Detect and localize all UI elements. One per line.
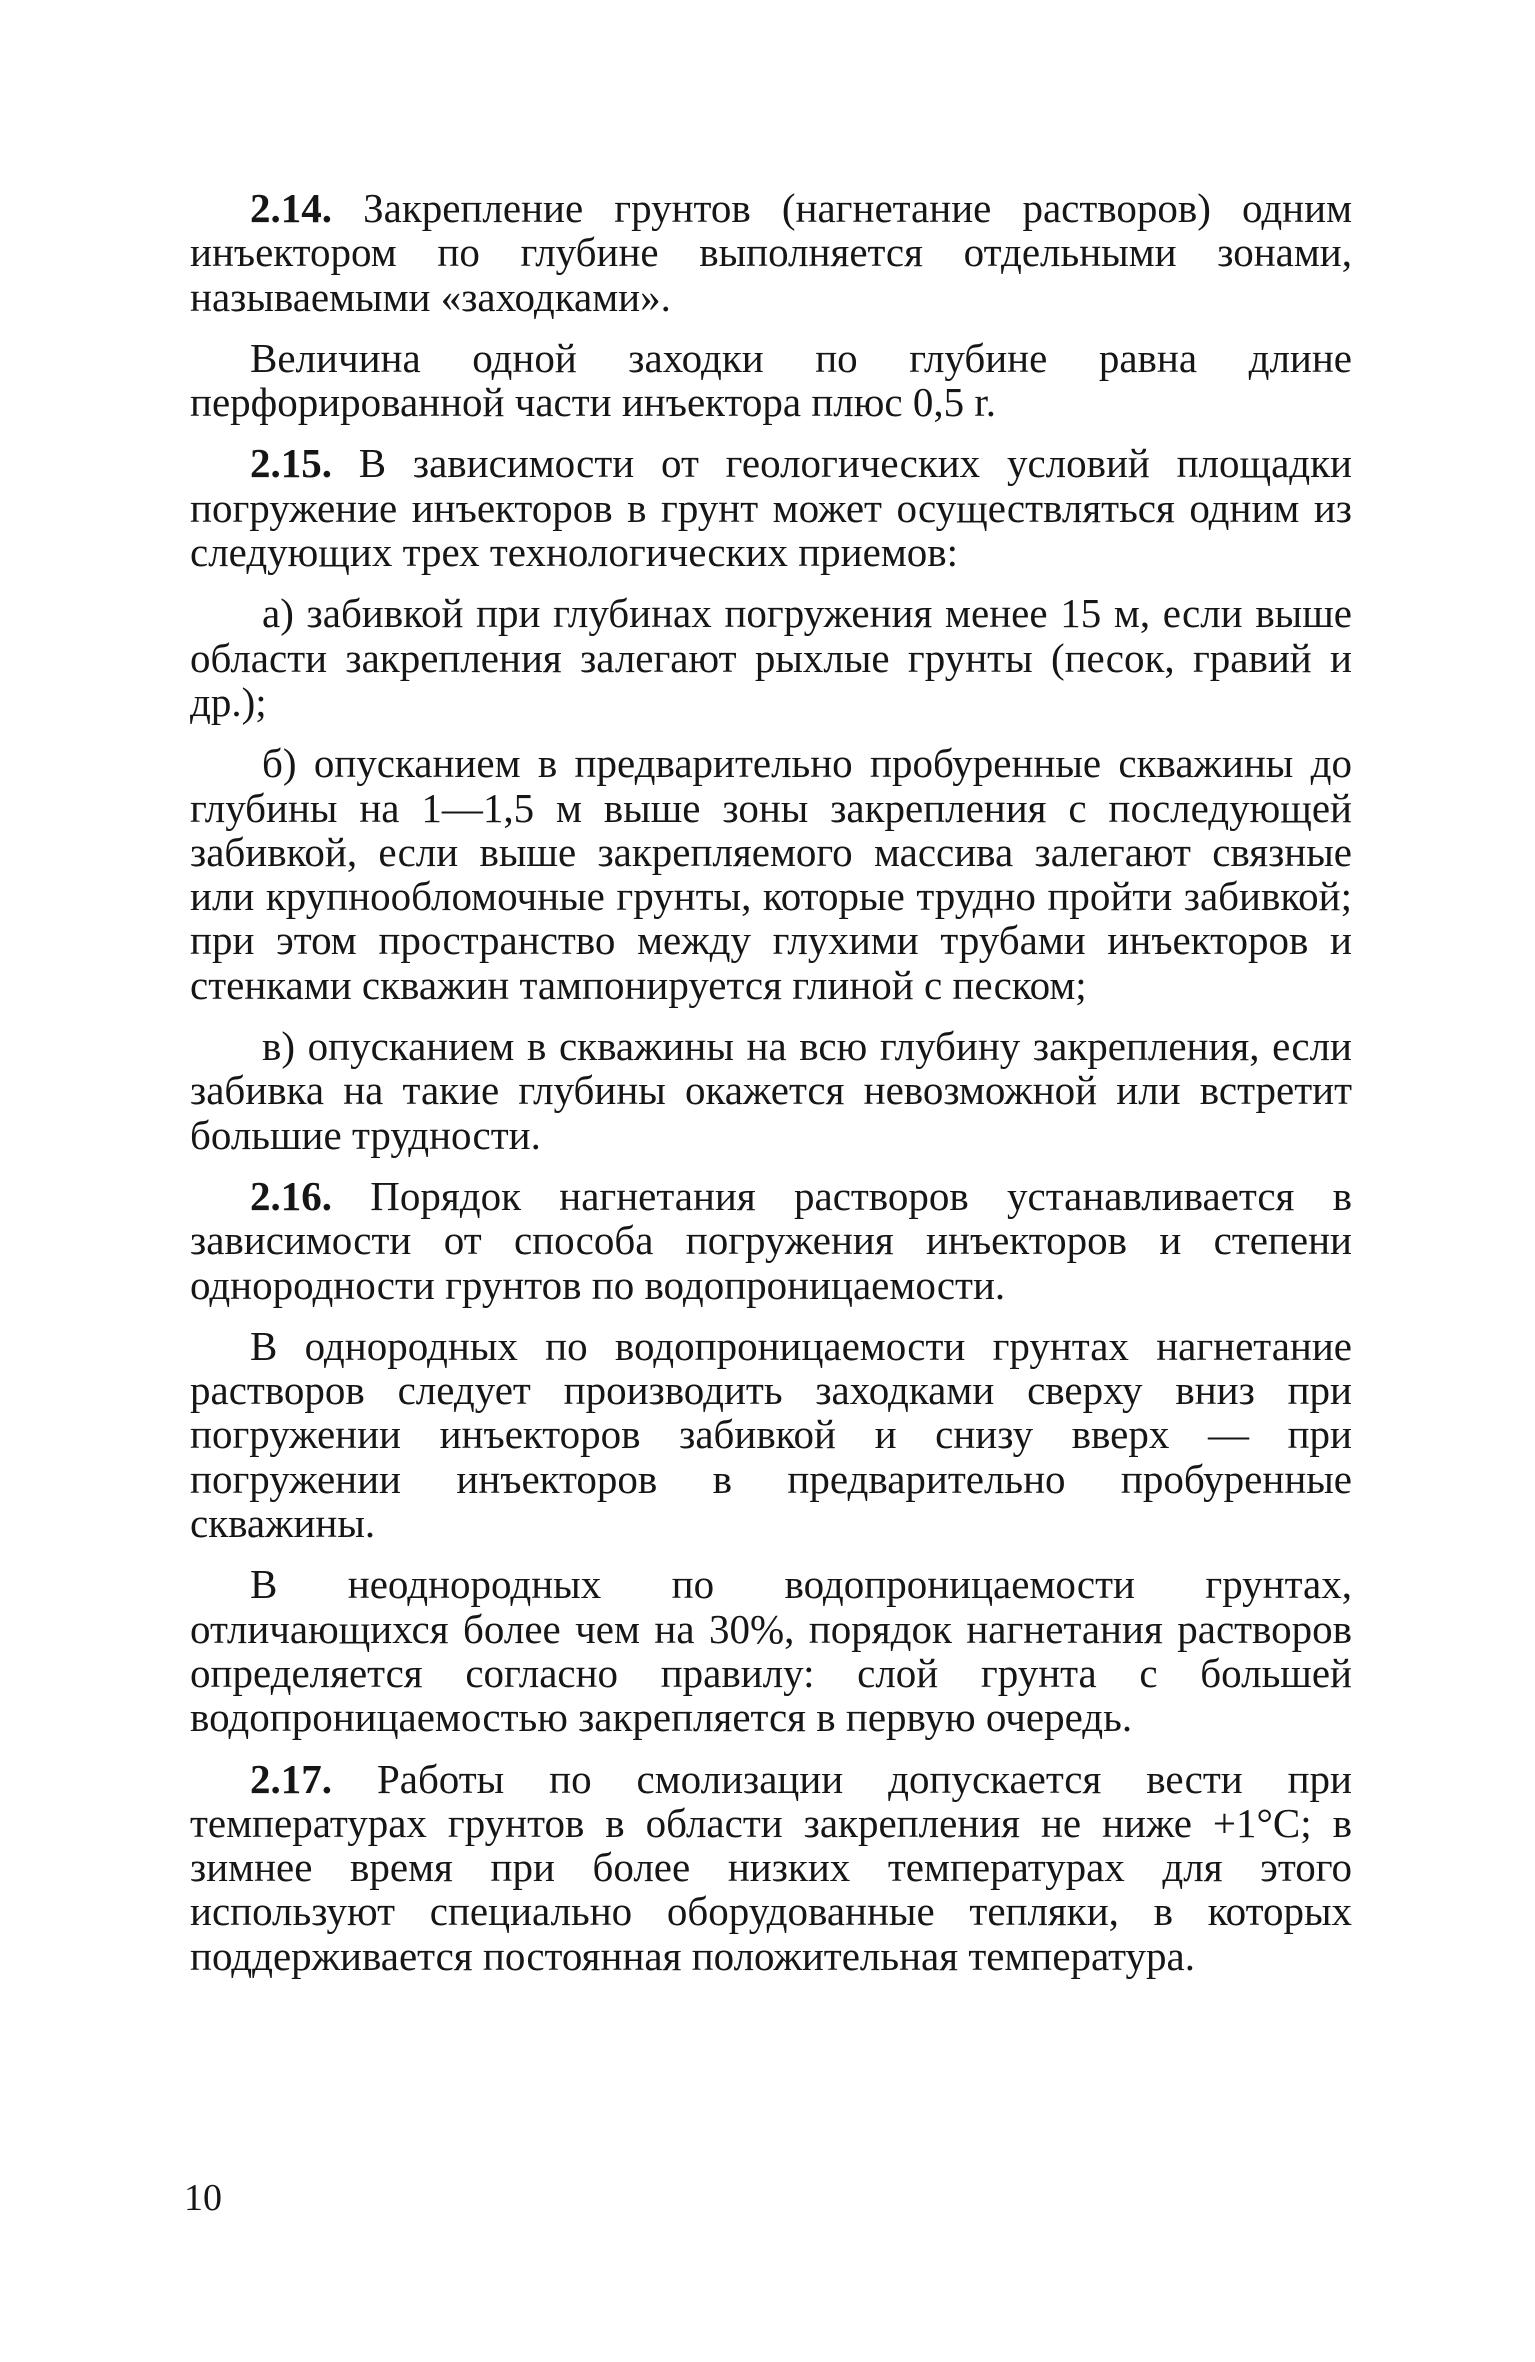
paragraph-2-14 [190,186,1352,319]
paragraph-text: Закрепление грунтов (нагнетание растворов) одним инъектором по глубине выполняется отдельными зонами, называемыми «заходками». [190,185,1353,320]
list-item-c [190,1024,1352,1157]
body-text [190,186,1352,1995]
list-item-b [190,741,1352,1007]
section-number: 2.14. [250,185,332,231]
paragraph-homogeneous [190,1324,1352,1545]
paragraph-2-16 [190,1174,1352,1307]
paragraph-2-15 [190,441,1352,574]
paragraph-text: Величина одной заходки по глубине равна длине перфорированной части инъектора плюс 0,5 r. [190,334,1352,426]
paragraph-text: Порядок нагнетания растворов устанавливается в зависимости от способа погружения инъекторов и степени однородности грунтов по водопроницаемости. [190,1172,1352,1308]
paragraph-zone-size [190,336,1352,425]
section-number: 2.16. [250,1172,332,1219]
paragraph-text: б) опусканием в предварительно пробуренные скважины до глубины на 1—1,5 м выше зоны закрепления с последующей забивкой, если выше закрепляемого массива залегают связные или крупнообломочные грунты, которые трудно пройти забивкой; при этом пространство между глухими трубами инъекторов и стенками скважин тампонируется глиной с песком; [190,740,1352,1008]
paragraph-text: в) опусканием в скважины на всю глубину закрепления, если забивка на такие глубины окажется невозможной или встретит большие трудности. [190,1023,1352,1158]
paragraph-text: а) забивкой при глубинах погружения менее 15 м, если выше области закрепления залегают рыхлые грунты (песок, гравий и др.); [190,590,1352,725]
paragraph-text: Работы по смолизации допускается вести при температурах грунтов в области закрепления не ниже +1°С; в зимнее время при более низких температурах для этого используют специально оборудованные тепляки, в которых поддерживается постоянная положительная температура. [190,1755,1352,1979]
paragraph-text: В неоднородных по водопроницаемости грунтах, отличающихся более чем на 30%, порядок нагнетания растворов определяется согласно правилу: слой грунта с большей водопроницаемостью закрепляется в первую очередь. [190,1561,1352,1741]
paragraph-text: В зависимости от геологических условий площадки погружение инъекторов в грунт может осуществляться одним из следующих трех технологических приемов: [190,440,1352,576]
paragraph-heterogeneous [190,1562,1352,1739]
page-number: 10 [184,2177,222,2219]
section-number: 2.17. [250,1755,332,1802]
section-number: 2.15. [250,440,332,487]
list-item-a [190,591,1352,724]
paragraph-2-17 [190,1757,1352,1978]
paragraph-text: В однородных по водопроницаемости грунтах нагнетание растворов следует производить заходками сверху вниз при погружении инъекторов забивкой и снизу вверх — при погружении инъекторов в предварительно пробуренные скважины. [190,1322,1352,1547]
